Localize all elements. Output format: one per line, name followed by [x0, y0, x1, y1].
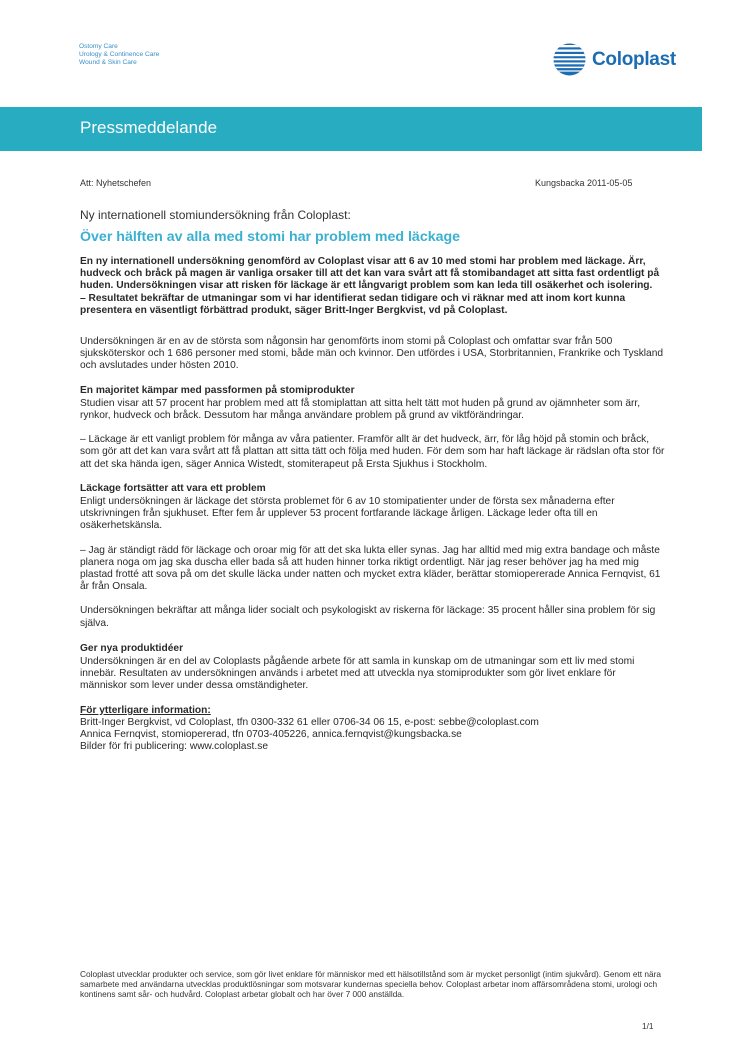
company-boilerplate: Coloplast utvecklar produkter och service, som gör livet enklare för människor med ett hälsotillstånd som är mycket personligt (intim sjukvård). Genom ett nära samarbete med användarna utvecklas produktlösningar som motsvarar kundernas speciella behov. Coloplast arbetar inom affärsområdena stomi, urologi och kontinens samt sår- och hudvård. Coloplast arbetar globalt och har över 7 000 anställda. — [80, 969, 662, 999]
coloplast-logo — [553, 43, 676, 76]
contact-heading: För ytterligare information: — [80, 704, 211, 716]
body-paragraph: – Läckage är ett vanligt problem för många av våra patienter. Framför allt är det hudveck, ärr, för låg höjd på stomin och bråck, som gör att det kan vara svårt att få plattan att sitta tätt och följa med huden. För dem som har haft läckage är rädslan ofta stor för att det ska hända igen, säger Annica Wistedt, stomiterapeut på Ersta Sjukhus i Stockholm. — [80, 434, 665, 470]
dateline: Kungsbacka 2011-05-05 — [535, 178, 633, 188]
tagline-line: Ostomy Care — [79, 43, 118, 50]
lead-quote: – Resultatet bekräftar de utmaningar som vi har identifierat sedan tidigare och vi räknar med att inom kort kunna presentera en väsentligt förbättrad produkt, säger Britt-Inger Bergkvist, vd på Coloplast. — [80, 292, 626, 316]
section-heading: En majoritet kämpar med passformen på stomiprodukter — [80, 384, 355, 396]
section-heading: Ger nya produktidéer — [80, 642, 184, 654]
page-number: 1/1 — [642, 1021, 654, 1031]
tagline-line: Wound & Skin Care — [79, 59, 137, 67]
logo-wordmark: Coloplast — [592, 48, 676, 70]
banner-title: Pressmeddelande — [80, 118, 218, 137]
section-heading: Läckage fortsätter att vara ett problem — [80, 482, 266, 494]
division-tagline — [79, 43, 159, 68]
lead-text: En ny internationell undersökning genomförd av Coloplast visar att 6 av 10 med stomi har problem med läckage. Ärr, hudveck och bråck på magen är vanliga orsaker till att det kan vara svårt att få stomibandaget att sitta fast ordentligt på huden. Undersökningen visar att risken för läckage är ett långvarigt problem som kan leda till osäkerhet och isolering. — [80, 256, 660, 292]
body-paragraph: Studien visar att 57 procent har problem med att få stomiplattan att sitta helt tätt mot huden på grund av ojämnheter som ärr, rynkor, hudveck och bråck. Dessutom har många användare problem på grund av viktförändringar. — [80, 397, 641, 422]
body-paragraph: Undersökningen bekräftar att många lider socialt och psykologiskt av riskerna för läckage: 35 procent håller sina problem för sig själva. — [80, 605, 656, 629]
tagline-line: Urology & Continence Care — [79, 51, 160, 59]
body-paragraph: Undersökningen är en del av Coloplasts pågående arbete för att samla in kunskap om de utmaningar som ett liv med stomi innebär. Resultaten av undersökningen används i arbetet med att utveckla nya stomiprodukter som gör livet enklare för människor som lever under dessa omständigheter. — [80, 656, 635, 692]
article-headline: Över hälften av alla med stomi har problem med läckage — [80, 229, 461, 245]
lead-paragraph — [80, 256, 665, 317]
contact-line: Britt-Inger Bergkvist, vd Coloplast, tfn 0300-332 61 eller 0706-34 06 15, e-post: sebbe@coloplast.com — [80, 716, 539, 728]
body-paragraph: – Jag är ständigt rädd för läckage och oroar mig för att det ska lukta eller synas. Jag har alltid med mig extra bandage och måste planera noga om jag ska duscha eller bada så att huden hinner torka riktigt ordentligt. När jag reser behöver jag ha med mig plastad frotté att sova på om det skulle läcka under natten och mycket extra kläder, berättar stomiopererade Annica Fernqvist, 61 år från Onsala. — [80, 544, 661, 593]
body-paragraph: Enligt undersökningen är läckage det största problemet för 6 av 10 stomipatienter under de första sex månaderna efter utskrivningen från sjukhuset. Efter fem år upplever 53 procent fortfarande läckage årligen. Läckage leder ofta till en osäkerhetskänsla. — [80, 496, 615, 532]
article-subtitle: Ny internationell stomiundersökning från Coloplast: — [80, 208, 351, 222]
article-body — [80, 208, 665, 754]
contact-line: Bilder för fri publicering: www.coloplast.se — [80, 741, 268, 753]
body-paragraph: Undersökningen är en av de största som någonsin har genomförts inom stomi på Coloplast och omfattar svar från 500 sjuksköterskor och 1 686 personer med stomi, både män och kvinnor. Den utfördes i USA, Storbritannien, Frankrike och Tyskland och avslutades under hösten 2010. — [80, 336, 664, 372]
recipient-line: Att: Nyhetschefen — [80, 178, 152, 188]
contact-line: Annica Fernqvist, stomiopererad, tfn 0703-405226, annica.fernqvist@kungsbacka.se — [80, 729, 462, 741]
coloplast-globe-icon — [553, 43, 586, 76]
press-release-banner — [0, 107, 702, 151]
